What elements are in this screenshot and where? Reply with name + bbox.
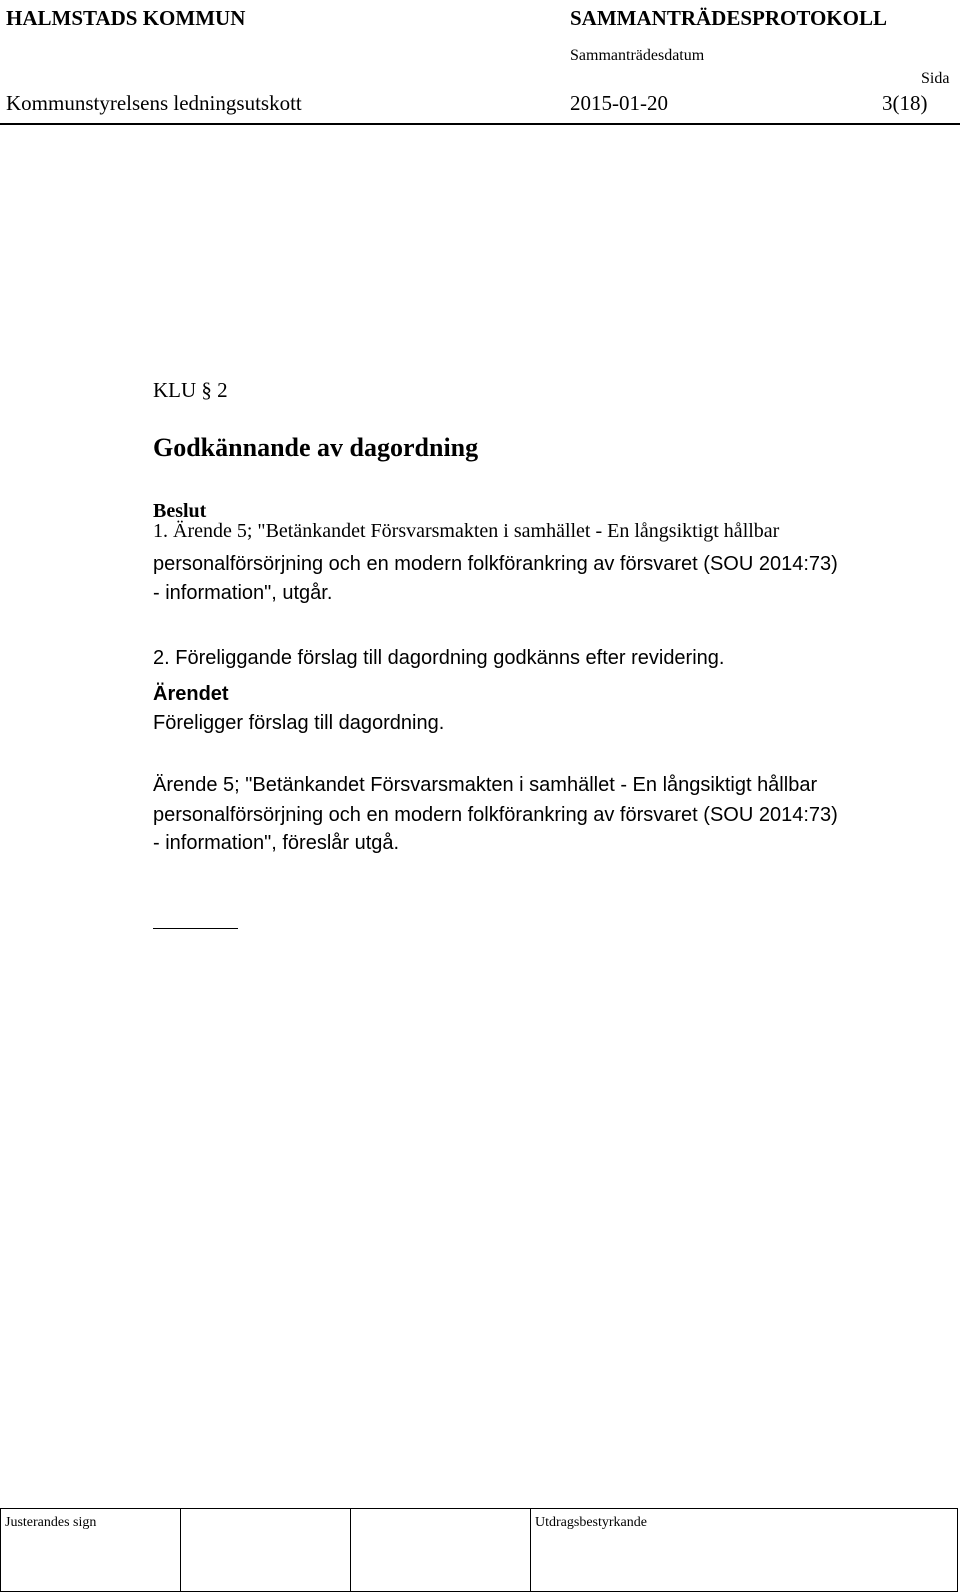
decision-item-2: 2. Föreliggande förslag till dagordning godkänns efter revidering. (153, 647, 725, 669)
decision-item-1-line-2: personalförsörjning och en modern folkförankring av försvaret (SOU 2014:73) (153, 553, 838, 575)
matter-paragraph-line-1: Ärende 5; "Betänkandet Försvarsmakten i samhället - En långsiktigt hållbar (153, 774, 818, 796)
decision-item-1-line-3: - information", utgår. (153, 582, 333, 604)
matter-text: Föreligger förslag till dagordning. (153, 712, 445, 734)
committee-name: Kommunstyrelsens ledningsutskott (6, 91, 302, 115)
decision-heading: Beslut (153, 500, 207, 522)
sign-label: Justerandes sign (5, 1515, 97, 1530)
sign-cell-3 (350, 1509, 530, 1591)
section-number: KLU § 2 (153, 378, 228, 402)
matter-heading: Ärendet (153, 683, 229, 705)
matter-paragraph-line-2: personalförsörjning och en modern folkförankring av försvaret (SOU 2014:73) (153, 804, 838, 826)
decision-item-1-line-1: 1. Ärende 5; "Betänkandet Försvarsmakten i samhället - En långsiktigt hållbar (153, 520, 780, 542)
page-label: Sida (921, 70, 950, 87)
extract-cell (530, 1509, 958, 1591)
matter-paragraph-line-3: - information", föreslår utgå. (153, 832, 400, 854)
meeting-date: 2015-01-20 (570, 91, 668, 115)
meeting-date-label: Sammanträdesdatum (570, 47, 705, 64)
section-heading: Godkännande av dagordning (153, 433, 479, 462)
page-number: 3(18) (882, 91, 928, 115)
organization-name: HALMSTADS KOMMUN (6, 6, 246, 30)
signature-footer (0, 1508, 958, 1592)
section-end-divider (153, 928, 238, 929)
sign-cell-1 (0, 1509, 180, 1591)
header-divider (0, 123, 960, 125)
sign-cell-2 (180, 1509, 350, 1591)
document-title: SAMMANTRÄDESPROTOKOLL (570, 6, 887, 30)
extract-label: Utdragsbestyrkande (535, 1515, 647, 1530)
